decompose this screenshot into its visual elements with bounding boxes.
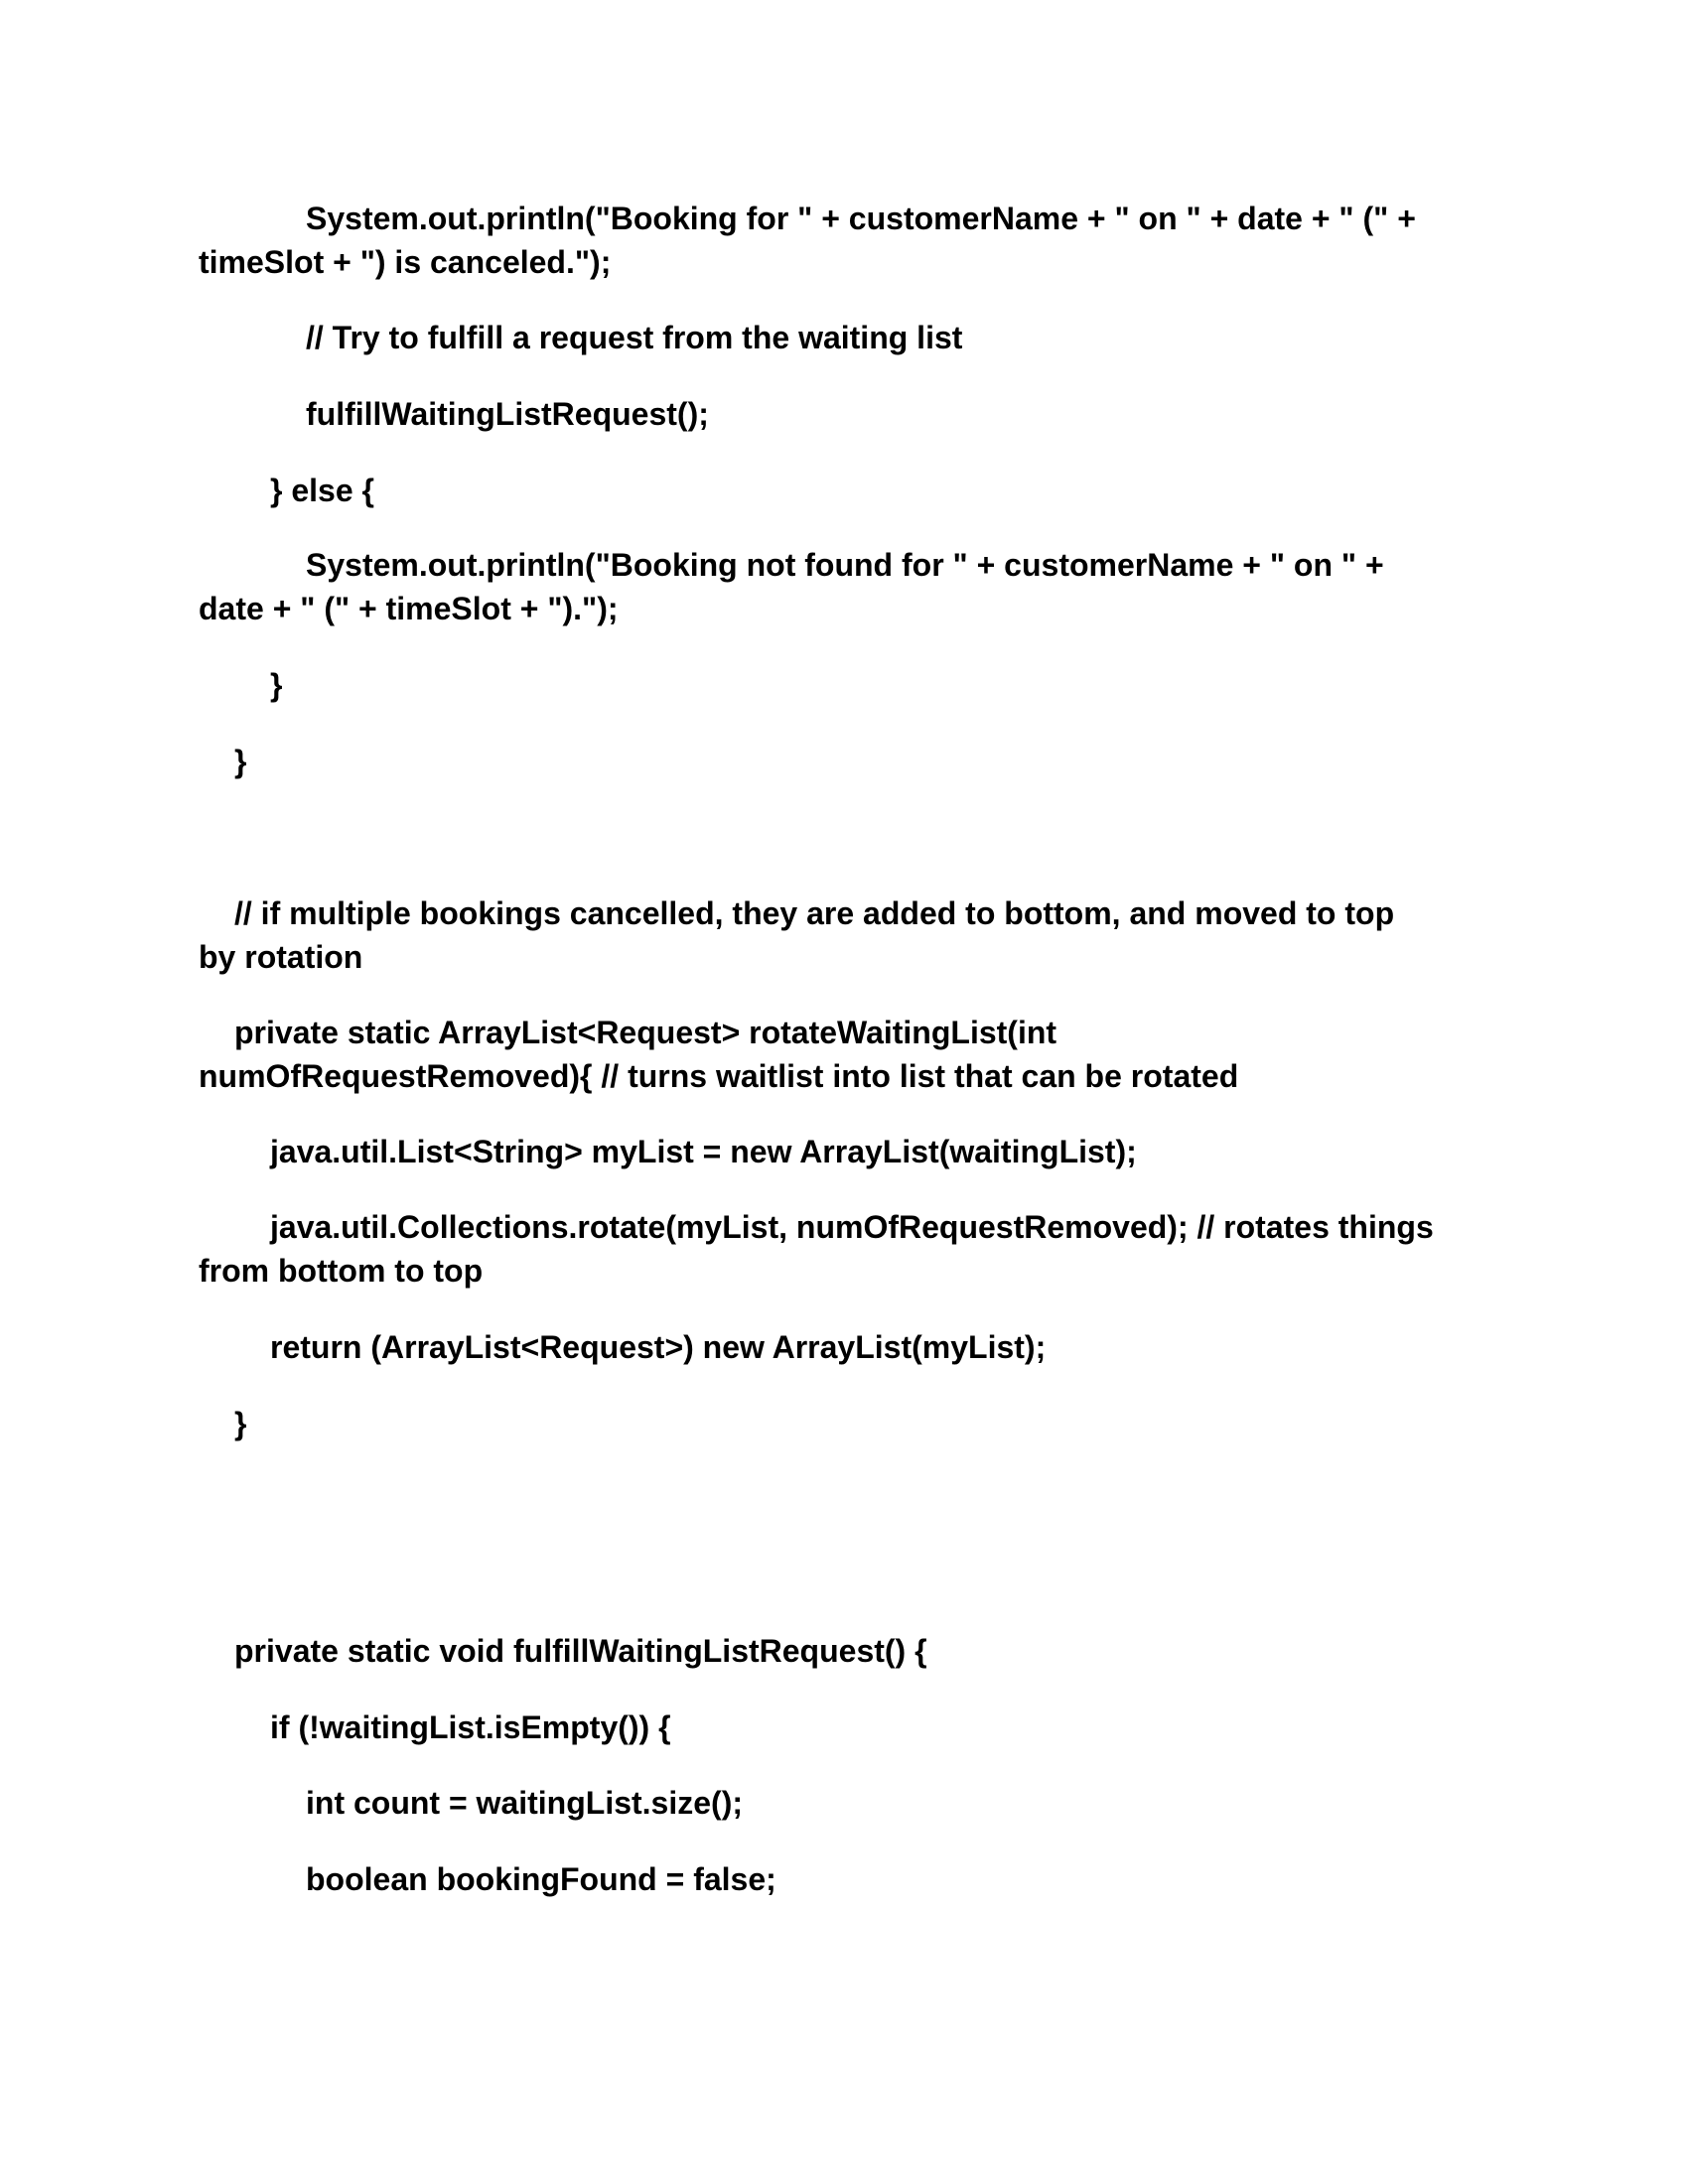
code-line (199, 543, 1489, 630)
code-line-wrap: timeSlot + ") is canceled."); (199, 244, 612, 280)
code-line (199, 392, 1489, 436)
code-line-first: // if multiple bookings cancelled, they are added to bottom, and moved to top (234, 895, 1395, 931)
code-line-first: // Try to fulfill a request from the waiting list (306, 320, 963, 355)
code-line-first: System.out.println("Booking not found for " + customerName + " on " + (306, 547, 1384, 583)
code-line (199, 1205, 1489, 1293)
code-comment (199, 316, 1489, 359)
code-line (199, 1629, 1489, 1673)
code-line-first: fulfillWaitingListRequest(); (306, 396, 709, 432)
code-line (199, 1011, 1489, 1098)
code-line-first: System.out.println("Booking for " + customerName + " on " + date + " (" + (306, 201, 1416, 236)
code-line (199, 1706, 1489, 1749)
code-line-first: java.util.List<String> myList = new ArrayList(waitingList); (270, 1134, 1137, 1169)
code-line (199, 1325, 1489, 1369)
code-line (199, 663, 1489, 707)
code-line-wrap: date + " (" + timeSlot + ")."); (199, 591, 619, 626)
code-line-first: private static void fulfillWaitingListRequest() { (234, 1633, 927, 1669)
code-line-first: int count = waitingList.size(); (306, 1785, 743, 1821)
code-line-first: java.util.Collections.rotate(myList, numOfRequestRemoved); // rotates things (270, 1209, 1434, 1245)
code-line (199, 1402, 1489, 1445)
code-line (199, 469, 1489, 512)
code-comment (199, 891, 1489, 979)
code-line (199, 1781, 1489, 1825)
code-line (199, 197, 1489, 284)
code-line-first: } (270, 667, 283, 703)
code-line (199, 740, 1489, 783)
code-line-first: boolean bookingFound = false; (306, 1861, 776, 1897)
code-line-first: } (234, 1406, 247, 1441)
code-line-first: } (234, 744, 247, 779)
code-line-wrap: by rotation (199, 939, 363, 975)
code-line (199, 1130, 1489, 1173)
code-line-first: if (!waitingList.isEmpty()) { (270, 1709, 671, 1745)
code-line-wrap: numOfRequestRemoved){ // turns waitlist into list that can be rotated (199, 1058, 1239, 1094)
code-line-first: } else { (270, 473, 374, 508)
code-line-first: return (ArrayList<Request>) new ArrayList(myList); (270, 1329, 1047, 1365)
code-line (199, 1857, 1489, 1901)
code-line-wrap: from bottom to top (199, 1253, 484, 1289)
code-line-first: private static ArrayList<Request> rotateWaitingList(int (234, 1015, 1057, 1050)
